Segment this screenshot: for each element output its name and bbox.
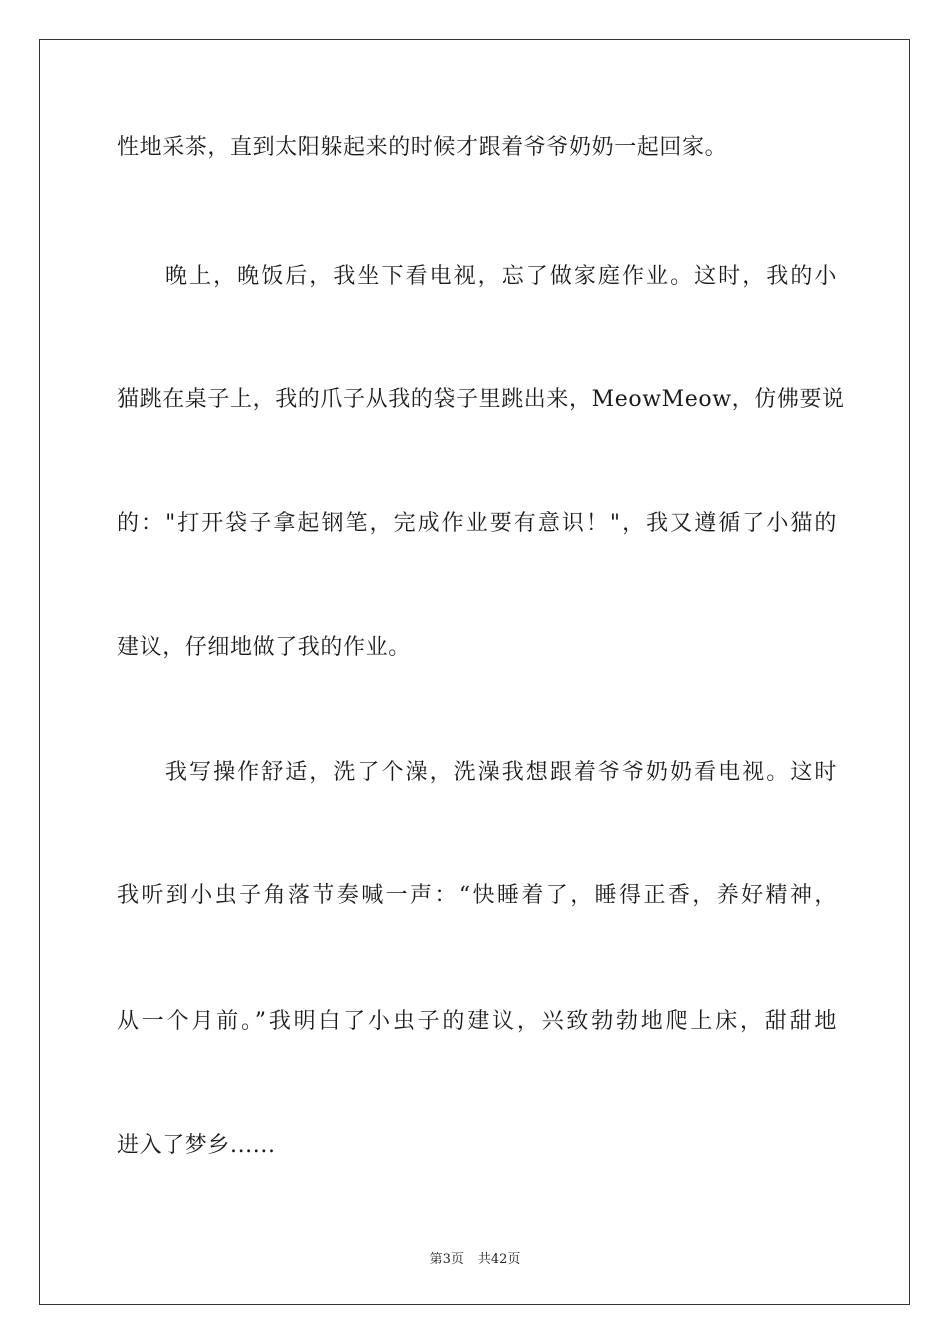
page-footer	[0, 1248, 950, 1267]
page-number: 第3页	[429, 1252, 464, 1267]
paragraph-line-4: 的："打开袋子拿起钢笔，完成作业要有意识！"，我又遵循了小猫的	[117, 511, 837, 536]
paragraph-line-1: 性地采茶，直到太阳躲起来的时候才跟着爷爷奶奶一起回家。	[117, 135, 728, 160]
paragraph-line-8: 从一个月前。”我明白了小虫子的建议，兴致勃勃地爬上床，甜甜地	[117, 1009, 837, 1034]
paragraph-line-7: 我听到小虫子角落节奏喊一声：“快睡着了，睡得正香，养好精神，	[117, 883, 837, 908]
paragraph-line-6: 我写操作舒适，洗了个澡，洗澡我想跟着爷爷奶奶看电视。这时	[165, 760, 837, 785]
paragraph-line-3: 猫跳在桌子上，我的爪子从我的袋子里跳出来，MeowMeow，仿佛要说	[117, 387, 845, 412]
paragraph-line-5: 建议，仔细地做了我的作业。	[117, 635, 411, 660]
paragraph-line-9: 进入了梦乡......	[117, 1133, 276, 1158]
page-total: 共42页	[477, 1252, 521, 1267]
page-border	[39, 39, 910, 1305]
paragraph-line-2: 晚上，晚饭后，我坐下看电视，忘了做家庭作业。这时，我的小	[165, 264, 837, 289]
